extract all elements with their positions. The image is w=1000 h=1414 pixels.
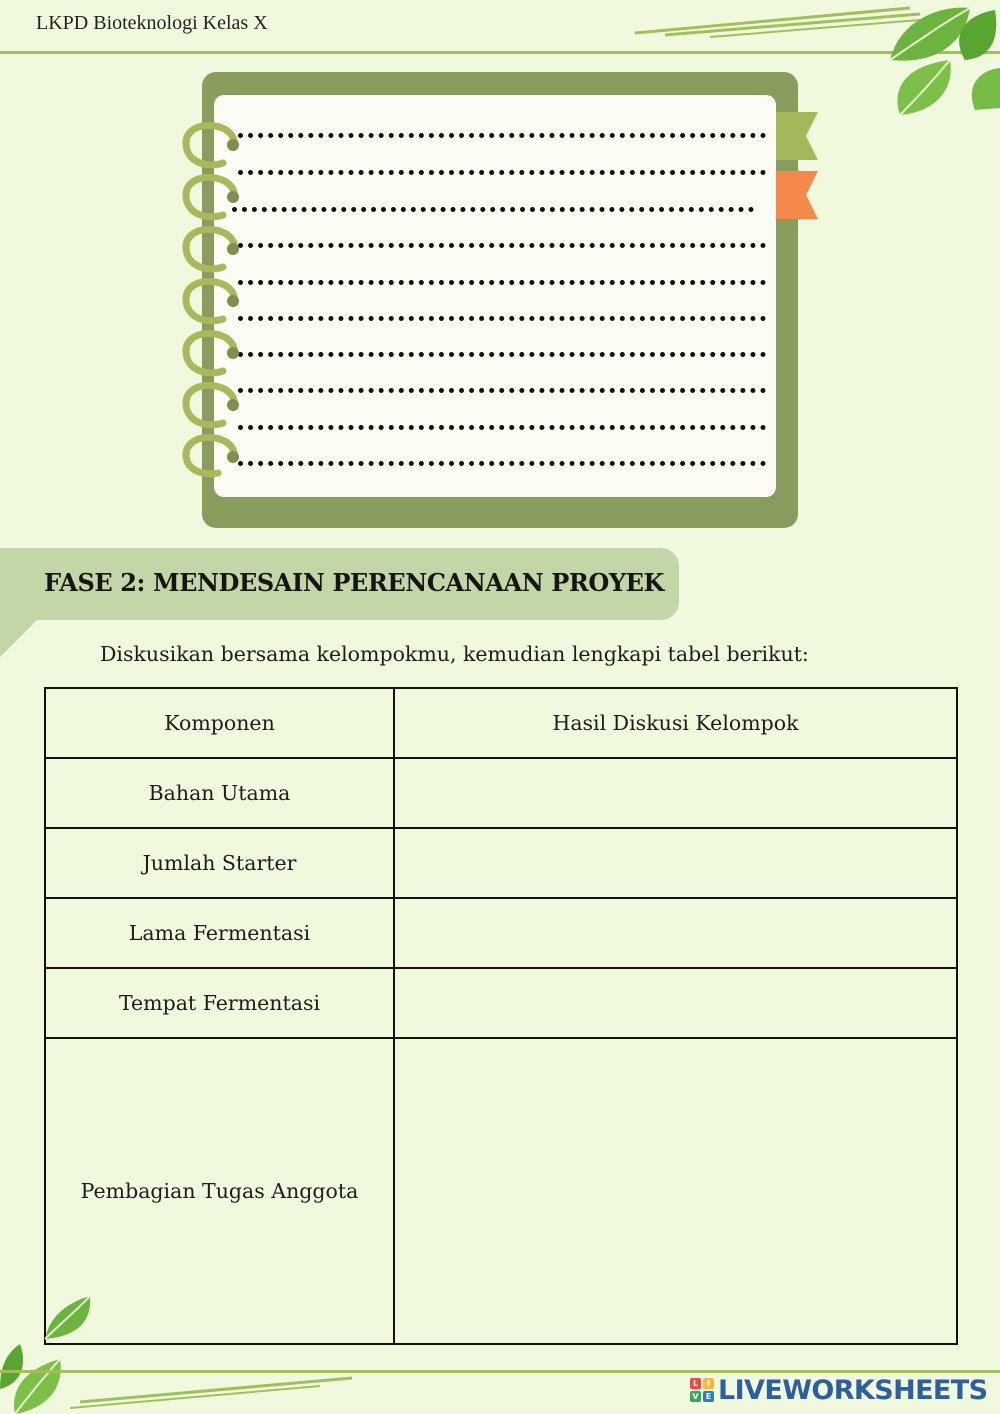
row-label: Bahan Utama xyxy=(45,758,394,828)
footer-divider xyxy=(0,1370,1000,1373)
row-label: Jumlah Starter xyxy=(45,828,394,898)
notebook-line xyxy=(238,280,766,285)
notebook-line xyxy=(238,170,766,175)
logo-grid-icon xyxy=(690,1378,714,1402)
row-label: Tempat Fermentasi xyxy=(45,968,394,1038)
logo-text: LIVEWORKSHEETS xyxy=(718,1374,988,1406)
liveworksheets-logo[interactable] xyxy=(690,1374,987,1406)
notebook-page xyxy=(214,95,776,497)
answer-cell[interactable] xyxy=(394,758,957,828)
speech-tail-icon xyxy=(0,615,60,675)
notebook-line xyxy=(238,133,766,138)
table-header-row xyxy=(45,688,957,758)
notebook-line xyxy=(238,352,766,357)
column-header-komponen: Komponen xyxy=(45,688,394,758)
answer-cell[interactable] xyxy=(394,1038,957,1344)
discussion-table xyxy=(44,687,956,1345)
spiral-binding-icon xyxy=(178,118,248,478)
table-row xyxy=(45,828,957,898)
bookmark-tab-orange-icon xyxy=(776,171,820,221)
answer-cell[interactable] xyxy=(394,828,957,898)
table-row xyxy=(45,968,957,1038)
notebook-line xyxy=(238,243,766,248)
page-header-title: LKPD Bioteknologi Kelas X xyxy=(36,12,268,34)
notebook-line xyxy=(232,207,754,212)
notebook-line xyxy=(238,316,766,321)
row-label: Lama Fermentasi xyxy=(45,898,394,968)
answer-cell[interactable] xyxy=(394,898,957,968)
logo-letter: L xyxy=(690,1378,701,1389)
answer-cell[interactable] xyxy=(394,968,957,1038)
row-label: Pembagian Tugas Anggota xyxy=(45,1038,394,1344)
notebook-line xyxy=(238,388,766,393)
notebook-line xyxy=(238,425,766,430)
column-header-hasil: Hasil Diskusi Kelompok xyxy=(394,688,957,758)
phase-title: FASE 2: MENDESAIN PERENCANAAN PROYEK xyxy=(44,568,665,597)
instruction-text: Diskusikan bersama kelompokmu, kemudian lengkapi tabel berikut: xyxy=(100,642,809,666)
table-row xyxy=(45,758,957,828)
bookmark-tab-green-icon xyxy=(776,112,820,162)
notebook-line xyxy=(238,461,766,466)
table-row xyxy=(45,898,957,968)
logo-letter: E xyxy=(703,1391,714,1402)
logo-letter: V xyxy=(690,1391,701,1402)
logo-letter: I xyxy=(703,1378,714,1389)
bottom-left-leaf-icon xyxy=(0,1294,360,1414)
